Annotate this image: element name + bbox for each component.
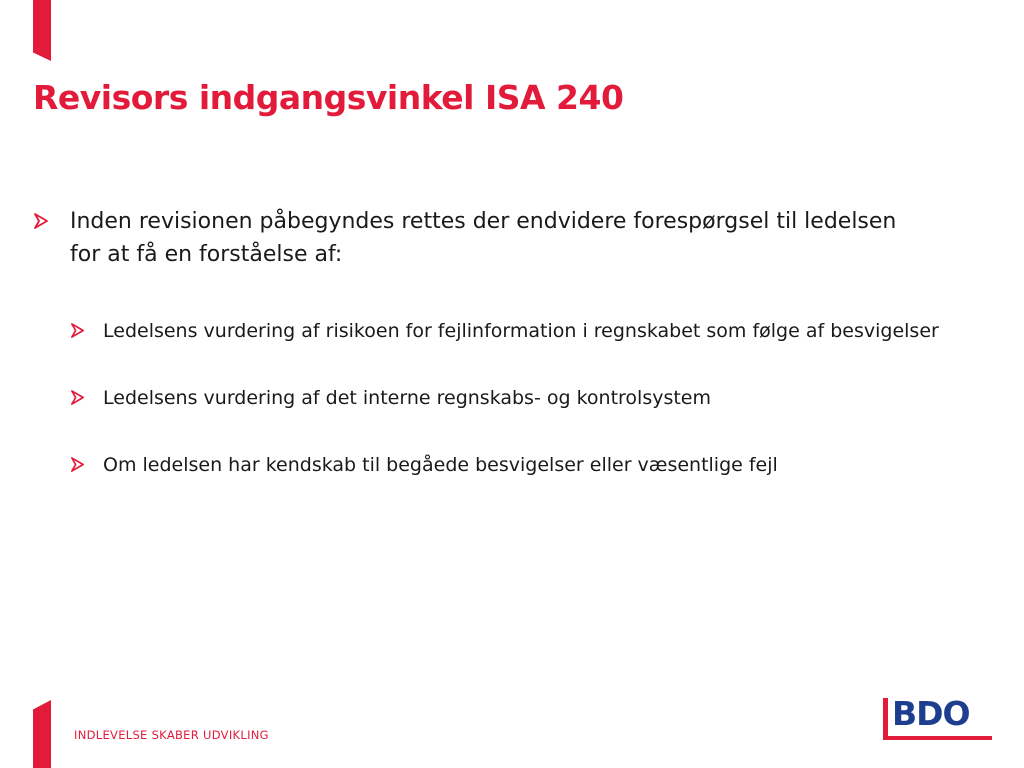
logo-text: BDO [892,694,970,733]
arrow-bullet-icon [33,213,49,229]
main-bullet [33,205,993,271]
sub-bullet-list [70,316,993,481]
slide-title: Revisors indgangsvinkel ISA 240 [33,78,624,117]
arrow-bullet-icon [70,323,85,338]
main-bullet-text: Inden revisionen påbegyndes rettes der endvidere forespørgsel til ledelsen for at få en forståelse af: [70,209,897,267]
sub-bullet-text: Om ledelsen har kendskab til begåede besvigelser eller væsentlige fejl [103,454,778,476]
sub-bullet [70,316,993,347]
logo-red-bar [883,698,888,736]
arrow-bullet-icon [70,390,85,405]
logo-underline [883,736,992,740]
arrow-bullet-icon [70,457,85,472]
sub-bullet [70,450,993,481]
bdo-logo [883,695,993,741]
slide-content [33,205,993,517]
sub-bullet [70,383,993,414]
sub-bullet-text: Ledelsens vurdering af det interne regnskabs- og kontrolsystem [103,387,712,409]
sub-bullet-text: Ledelsens vurdering af risikoen for fejlinformation i regnskabet som følge af besvigelser [103,320,939,342]
bottom-accent-bar [33,700,51,768]
top-accent-bar [33,0,51,61]
footer-tagline: INDLEVELSE SKABER UDVIKLING [74,728,269,742]
